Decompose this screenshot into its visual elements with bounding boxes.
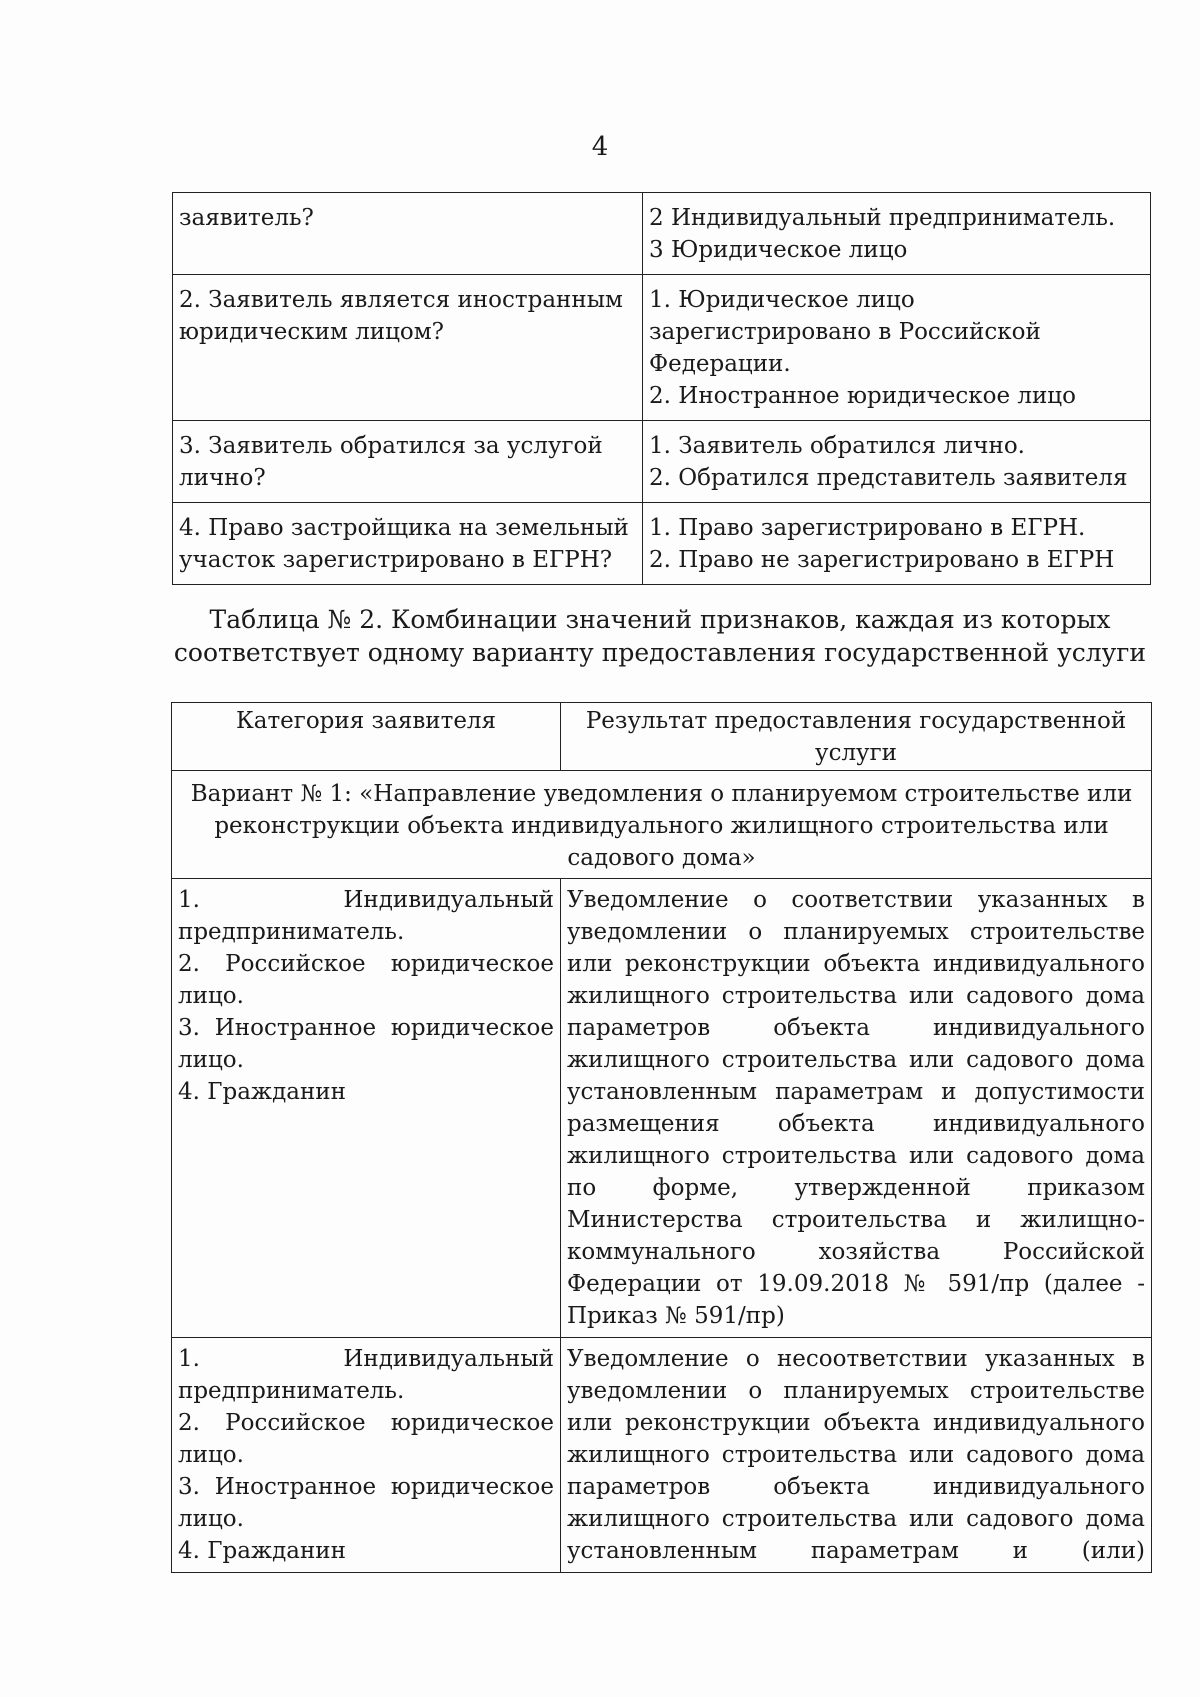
category-item: 4. Гражданин: [178, 1079, 346, 1105]
category-item: 4. Гражданин: [178, 1538, 346, 1564]
table-row: [173, 193, 1151, 275]
table-header-row: [172, 703, 1152, 771]
criteria-question: 2. Заявитель является иностранным юридическим лицом?: [173, 275, 643, 421]
service-result: Уведомление о несоответствии указанных в уведомлении о планируемых строительстве или реконструкции объекта индивидуального жилищного строительства или садового дома параметров объекта индивидуального жилищного строительства или садового дома установленным параметрам и (или): [561, 1338, 1152, 1573]
criteria-question: 4. Право застройщика на земельный участок зарегистрировано в ЕГРН?: [173, 503, 643, 585]
criteria-question: 3. Заявитель обратился за услугой лично?: [173, 421, 643, 503]
table-row: [173, 421, 1151, 503]
answer-option: 1. Заявитель обратился лично.: [649, 433, 1025, 459]
answer-option: 2. Обратился представитель заявителя: [649, 465, 1128, 491]
criteria-answers: [643, 503, 1151, 585]
table-row: [173, 275, 1151, 421]
table-row: [172, 879, 1152, 1338]
criteria-question: заявитель?: [173, 193, 643, 275]
variants-table: [171, 702, 1152, 1573]
criteria-answers: [643, 421, 1151, 503]
applicant-categories: [172, 1338, 561, 1573]
variant-row: [172, 771, 1152, 879]
page-number: 4: [591, 132, 609, 162]
table-row: [172, 1338, 1152, 1573]
category-item: 2. Российское юридическое лицо.: [178, 951, 554, 1009]
answer-option: 3 Юридическое лицо: [649, 237, 908, 263]
criteria-answers: [643, 193, 1151, 275]
service-result: Уведомление о соответствии указанных в уведомлении о планируемых строительстве или реконструкции объекта индивидуального жилищного строительства или садового дома параметров объекта индивидуального жилищного строительства или садового дома установленным параметрам и допустимости размещения объекта индивидуального жилищного строительства или садового дома по форме, утвержденной приказом Министерства строительства и жилищно-коммунального хозяйства Российской Федерации от 19.09.2018 № 591/пр (далее - Приказ № 591/пр): [561, 879, 1152, 1338]
answer-option: 2. Иностранное юридическое лицо: [649, 383, 1076, 409]
answer-option: 2. Право не зарегистрировано в ЕГРН: [649, 547, 1115, 573]
criteria-table: [172, 192, 1151, 585]
category-item: 1. Индивидуальный предприниматель.: [178, 1346, 554, 1404]
category-item: 3. Иностранное юридическое лицо.: [178, 1474, 554, 1532]
category-item: 1. Индивидуальный предприниматель.: [178, 887, 554, 945]
answer-option: 1. Юридическое лицо зарегистрировано в Российской Федерации.: [649, 287, 1041, 377]
answer-option: 2 Индивидуальный предприниматель.: [649, 205, 1116, 231]
criteria-answers: [643, 275, 1151, 421]
table-caption: Таблица № 2. Комбинации значений признаков, каждая из которых соответствует одному варианту предоставления государственной услуги: [173, 605, 1147, 667]
category-item: 3. Иностранное юридическое лицо.: [178, 1015, 554, 1073]
variant-title: Вариант № 1: «Направление уведомления о планируемом строительстве или реконструкции объекта индивидуального жилищного строительства или садового дома»: [172, 771, 1152, 879]
applicant-categories: [172, 879, 561, 1338]
column-header-result: Результат предоставления государственной услуги: [561, 703, 1152, 771]
category-item: 2. Российское юридическое лицо.: [178, 1410, 554, 1468]
answer-option: 1. Право зарегистрировано в ЕГРН.: [649, 515, 1086, 541]
column-header-category: Категория заявителя: [172, 703, 561, 771]
table-row: [173, 503, 1151, 585]
